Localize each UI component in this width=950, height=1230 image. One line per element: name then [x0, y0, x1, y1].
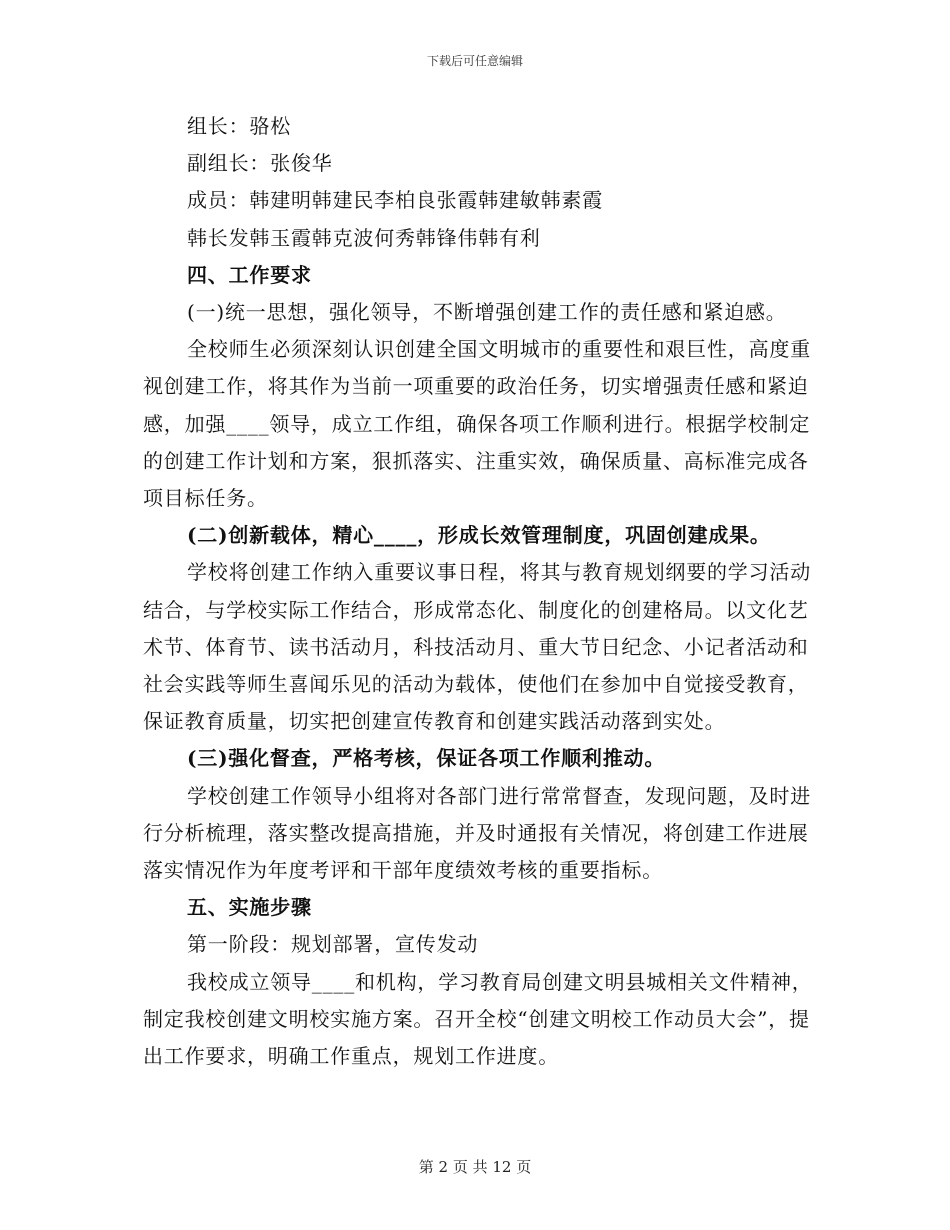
paragraph: 组长：骆松: [187, 114, 291, 138]
page-footer: 第 2 页 共 12 页: [418, 1158, 532, 1176]
paragraph: 第一阶段：规划部署，宣传发动: [187, 932, 479, 957]
paragraph: 韩长发韩玉霞韩克波何秀韩锋伟韩有利: [187, 225, 541, 250]
paragraph: 我校成立领导____和机构，学习教育局创建文明县城相关文件精神，制定我校创建文明校实施方案。召开全校“创建文明校工作动员大会”，提出工作要求，明确工作重点，规划工作进度。: [143, 969, 813, 1069]
paragraph: 学校将创建工作纳入重要议事日程，将其与教育规划纲要的学习活动结合，与学校实际工作结合，形成常态化、制度化的创建格局。以文化艺术节、体育节、读书活动月，科技活动月、重大节日纪念、小记者活动和社会实践等师生喜闻乐见的活动为载体，使他们在参加中自觉接受教育，保证教育质量，切实把创建宣传教育和创建实践活动落到实处。: [143, 560, 811, 734]
section-heading: 五、实施步骤: [187, 895, 312, 920]
paragraph: 成员：韩建明韩建民李柏良张霞韩建敏韩素霞: [187, 188, 603, 213]
paragraph: 全校师生必须深刻认识创建全国文明城市的重要性和艰巨性，高度重视创建工作，将其作为当前一项重要的政治任务，切实增强责任感和紧迫感，加强____领导，成立工作组，确保各项工作顺利进行。根据学校制定的创建工作计划和方案，狠抓落实、注重实效，确保质量、高标准完成各项目标任务。: [143, 337, 811, 511]
section-heading: 四、工作要求: [187, 262, 312, 287]
subsection-heading: (二)创新载体，精心____，形成长效管理制度，巩固创建成果。: [187, 523, 771, 548]
subsection-heading: (三)强化督查，严格考核，保证各项工作顺利推动。: [187, 746, 666, 771]
subsection-heading: (一)统一思想，强化领导，不断增强创建工作的责任感和紧迫感。: [187, 300, 787, 325]
page-header: 下载后可任意编辑: [426, 54, 523, 68]
document-body: [143, 108, 813, 1075]
paragraph: 学校创建工作领导小组将对各部门进行常常督查，发现问题，及时进行分析梳理，落实整改提高措施，并及时通报有关情况，将创建工作进展落实情况作为年度考评和干部年度绩效考核的重要指标。: [143, 783, 811, 883]
paragraph: 副组长：张俊华: [187, 151, 333, 176]
